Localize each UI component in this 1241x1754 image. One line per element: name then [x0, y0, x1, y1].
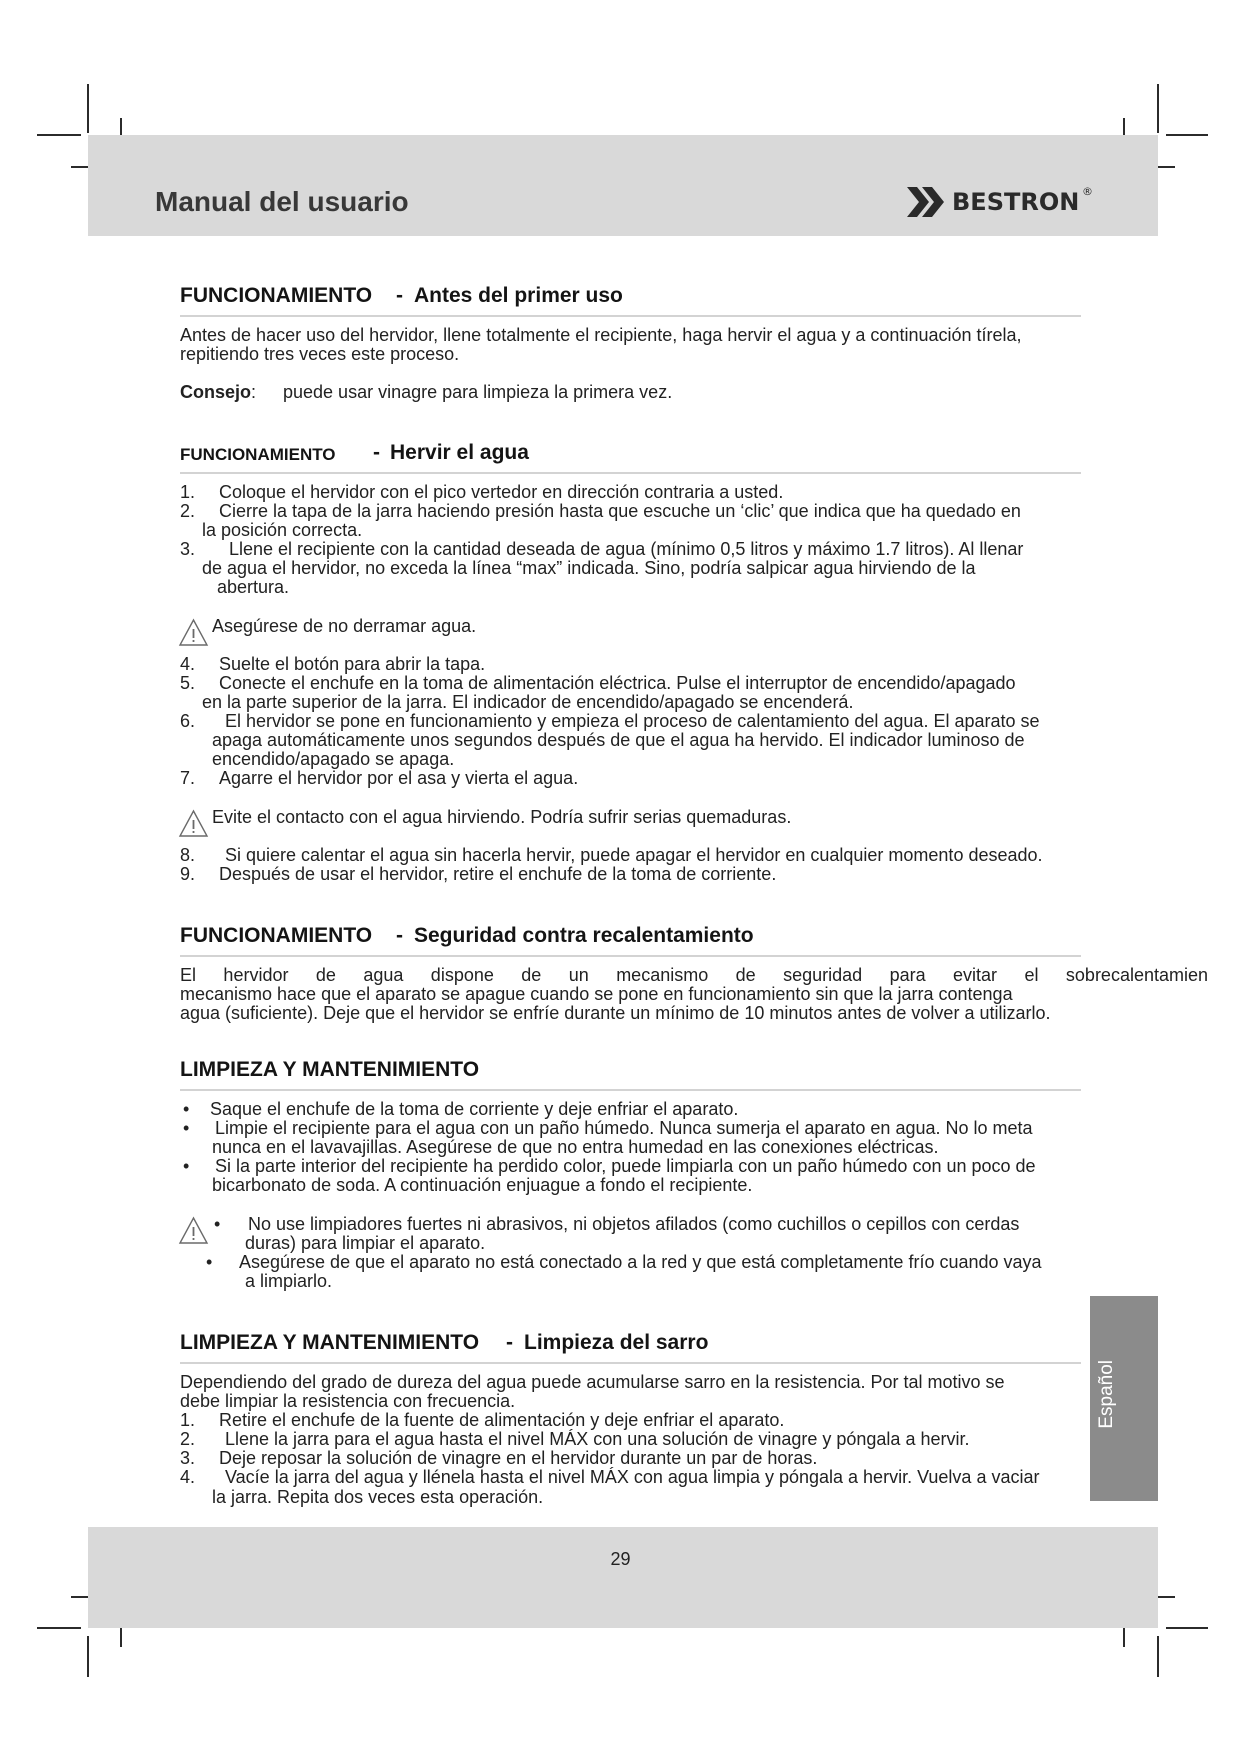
- step-text: Deje reposar la solución de vinagre en el hervidor durante un par de horas.: [219, 1448, 818, 1469]
- section-descaling: [180, 1331, 1210, 1507]
- heading-main: FUNCIONAMIENTO: [180, 445, 336, 464]
- step-4-continued: [180, 1488, 1210, 1507]
- step-text: en la parte superior de la jarra. El indicador de encendido/apagado se encenderá.: [202, 692, 854, 713]
- step-text: Agarre el hervidor por el asa y vierta el agua.: [219, 768, 579, 789]
- bullet: •: [183, 1156, 190, 1177]
- heading-separator: -: [373, 441, 380, 464]
- section-cleaning: [180, 1058, 1210, 1291]
- language-tab-label: Español: [1096, 1360, 1117, 1429]
- step-number: 6.: [180, 711, 196, 732]
- bullet-text: Si la parte interior del recipiente ha perdido color, puede limpiarla con un paño húmedo con un poco de: [215, 1156, 1036, 1177]
- step-text: El hervidor se pone en funcionamiento y empieza el proceso de calentamiento del agua. El aparato se: [225, 711, 1040, 732]
- step-number: 3.: [180, 1448, 196, 1469]
- step-3-continued: [180, 578, 1210, 597]
- crop-mark: [37, 1627, 81, 1629]
- step-text: la posición correcta.: [202, 520, 363, 541]
- bullet: •: [206, 1251, 213, 1272]
- heading-rule: [180, 955, 1081, 957]
- step-4: [180, 655, 1210, 674]
- warning-text: No use limpiadores fuertes ni abrasivos, ni objetos afilados (como cuchillos o cepillos con cerdas: [248, 1213, 1020, 1234]
- step-text: Coloque el hervidor con el pico vertedor en dirección contraria a usted.: [219, 482, 784, 502]
- heading-sub: Hervir el agua: [390, 441, 529, 464]
- heading-sub: Antes del primer uso: [414, 284, 623, 307]
- bullet: •: [214, 1213, 221, 1234]
- warning-text: duras) para limpiar el aparato.: [245, 1232, 486, 1253]
- bullet-text: Limpie el recipiente para el agua con un paño húmedo. Nunca sumerja el aparato en agua. No lo meta: [215, 1118, 1033, 1139]
- step-number: 7.: [180, 768, 196, 789]
- step-3-continued: [180, 559, 1210, 578]
- section-boil-water: [180, 441, 1210, 884]
- brand-logo: BESTRON: [952, 188, 1080, 216]
- bullet-item: [180, 1100, 1210, 1119]
- section-overheat-safety: [180, 924, 1210, 1023]
- crop-mark: [1157, 84, 1159, 133]
- bullet-item: [180, 1157, 1210, 1176]
- step-number: 5.: [180, 672, 196, 693]
- step-6-continued: [180, 731, 1210, 750]
- step-text: Vacíe la jarra del agua y llénela hasta el nivel MÁX con agua limpia y póngala a hervir. Vuelva a vaciar: [225, 1467, 1040, 1488]
- heading-sub: Seguridad contra recalentamiento: [414, 924, 754, 947]
- warning-item: [180, 1215, 1210, 1234]
- step-number: 1.: [180, 1410, 196, 1431]
- section-heading: [180, 441, 1210, 465]
- paragraph-text: debe limpiar la resistencia con frecuencia.: [180, 1391, 516, 1412]
- step-number: 2.: [180, 1429, 196, 1450]
- warning-item-continued: [180, 1234, 1210, 1253]
- paragraph-text: Antes de hacer uso del hervidor, llene totalmente el recipiente, haga hervir el agua y a continuación tírela,: [180, 325, 1022, 345]
- paragraph-text: mecanismo hace que el aparato se apague cuando se pone en funcionamiento sin que la jarra contenga: [180, 984, 1013, 1005]
- warning-item-continued: [180, 1272, 1210, 1291]
- bullet-item-continued: [180, 1138, 1210, 1157]
- step-3: [180, 540, 1210, 559]
- crop-mark: [1157, 1636, 1159, 1677]
- heading-rule: [180, 1089, 1081, 1091]
- step-text: Si quiere calentar el agua sin hacerla hervir, puede apagar el hervidor en cualquier momento deseado.: [225, 844, 1043, 865]
- step-2-continued: [180, 521, 1210, 540]
- step-2: [180, 502, 1210, 521]
- tip-text: puede usar vinagre para limpieza la primera vez.: [283, 382, 673, 403]
- step-text: Cierre la tapa de la jarra haciendo presión hasta que escuche un ‘clic’ que indica que ha quedado en: [219, 501, 1021, 522]
- section-heading: [180, 1331, 1210, 1355]
- paragraph-text: repitiendo tres veces este proceso.: [180, 344, 460, 365]
- warning-text: Asegúrese de no derramar agua.: [212, 615, 477, 636]
- tip: [180, 383, 1210, 402]
- heading-sub: Limpieza del sarro: [524, 1331, 709, 1354]
- heading-main: FUNCIONAMIENTO: [180, 924, 373, 947]
- paragraph-text: Dependiendo del grado de dureza del agua puede acumularse sarro en la resistencia. Por tal motivo se: [180, 1372, 1005, 1392]
- paragraph-text: El hervidor de agua dispone de un mecanismo de seguridad para evitar el sobrecalentamien: [180, 966, 1208, 985]
- heading-rule: [180, 315, 1081, 317]
- bullet-item-continued: [180, 1176, 1210, 1195]
- step-6: [180, 712, 1210, 731]
- warning-text: Asegúrese de que el aparato no está conectado a la red y que está completamente frío cuando vaya: [239, 1251, 1042, 1272]
- bullet-text: nunca en el lavavajillas. Asegúrese de que no entra humedad en las conexiones eléctricas.: [212, 1137, 939, 1158]
- crop-mark: [87, 1636, 89, 1677]
- section-heading: [180, 284, 1210, 308]
- paragraph-line: [180, 966, 1210, 985]
- step-text: apaga automáticamente unos segundos después de que el agua ha hervido. El indicador luminoso de: [212, 730, 1025, 751]
- crop-mark: [37, 134, 81, 136]
- paragraph-line: [180, 326, 1210, 345]
- step-number: 4.: [180, 1467, 196, 1488]
- heading-main: LIMPIEZA Y MANTENIMIENTO: [180, 1058, 480, 1081]
- section-heading: [180, 1058, 1210, 1082]
- bestron-chevrons-icon: [905, 185, 949, 219]
- step-text: abertura.: [217, 577, 290, 598]
- tip-label: Consejo:: [180, 382, 257, 403]
- step-text: encendido/apagado se apaga.: [212, 749, 455, 770]
- heading-main: LIMPIEZA Y MANTENIMIENTO: [180, 1331, 480, 1354]
- section-heading: [180, 924, 1210, 948]
- paragraph-line: [180, 985, 1210, 1004]
- step-text: Después de usar el hervidor, retire el enchufe de la toma de corriente.: [219, 863, 777, 884]
- step-text: de agua el hervidor, no exceda la línea “max” indicada. Sino, podría salpicar agua hirviendo de la: [202, 558, 976, 579]
- heading-rule: [180, 472, 1081, 474]
- warning-item: [180, 1253, 1210, 1272]
- step-2: [180, 1430, 1210, 1449]
- bullet-text: bicarbonato de soda. A continuación enjuague a fondo el recipiente.: [212, 1175, 753, 1196]
- heading-separator: -: [396, 924, 403, 947]
- heading-separator: -: [506, 1331, 513, 1354]
- step-4: [180, 1468, 1210, 1487]
- paragraph-line: [180, 345, 1210, 364]
- footer-band: [88, 1527, 1158, 1628]
- step-text: la jarra. Repita dos veces esta operación.: [212, 1486, 544, 1507]
- page-title: Manual del usuario: [155, 186, 409, 217]
- step-number: 8.: [180, 844, 196, 865]
- step-1: [180, 1411, 1210, 1430]
- step-6-continued: [180, 750, 1210, 769]
- step-text: Llene la jarra para el agua hasta el nivel MÁX con una solución de vinagre y póngala a hervir.: [225, 1429, 970, 1450]
- crop-mark: [1166, 1627, 1208, 1629]
- step-5: [180, 674, 1210, 693]
- registered-mark: ®: [1082, 185, 1093, 198]
- language-tab: [1090, 1296, 1158, 1501]
- paragraph-line: [180, 1373, 1210, 1392]
- step-number: 2.: [180, 501, 196, 522]
- step-8: [180, 846, 1210, 865]
- step-number: 9.: [180, 863, 196, 884]
- section-before-first-use: [180, 284, 1210, 402]
- heading-separator: -: [396, 284, 403, 307]
- warning: [180, 808, 1210, 827]
- warning-triangle-icon: [178, 809, 209, 838]
- bullet-text: Saque el enchufe de la toma de corriente y deje enfriar el aparato.: [210, 1099, 739, 1119]
- paragraph-text: agua (suficiente). Deje que el hervidor se enfríe durante un mínimo de 10 minutos antes de volver a utilizarlo.: [180, 1003, 1051, 1024]
- step-text: Llene el recipiente con la cantidad deseada de agua (mínimo 0,5 litros y máximo 1.7 litros). Al llenar: [229, 539, 1024, 560]
- bullet: •: [183, 1118, 190, 1139]
- paragraph-line: [180, 1004, 1210, 1023]
- step-text: Retire el enchufe de la fuente de alimentación y deje enfriar el aparato.: [219, 1410, 785, 1431]
- bullet: •: [183, 1099, 190, 1119]
- bullet-item: [180, 1119, 1210, 1138]
- page-number: 29: [610, 1549, 631, 1569]
- step-7: [180, 769, 1210, 788]
- step-text: Conecte el enchufe en la toma de alimentación eléctrica. Pulse el interruptor de encendido/apagado: [219, 672, 1016, 693]
- heading-rule: [180, 1362, 1081, 1364]
- warning-text: a limpiarlo.: [245, 1270, 333, 1291]
- step-3: [180, 1449, 1210, 1468]
- heading-main: FUNCIONAMIENTO: [180, 284, 373, 307]
- crop-mark: [1166, 134, 1208, 136]
- step-number: 3.: [180, 539, 196, 560]
- warning: [180, 617, 1210, 636]
- warning-triangle-icon: [178, 618, 209, 647]
- step-9: [180, 865, 1210, 884]
- step-text: Suelte el botón para abrir la tapa.: [219, 653, 486, 674]
- step-5-continued: [180, 693, 1210, 712]
- step-number: 4.: [180, 653, 196, 674]
- warning-text: Evite el contacto con el agua hirviendo. Podría sufrir serias quemaduras.: [212, 806, 792, 827]
- paragraph-line: [180, 1392, 1210, 1411]
- crop-mark: [87, 84, 89, 133]
- step-number: 1.: [180, 482, 196, 502]
- step-1: [180, 483, 1210, 502]
